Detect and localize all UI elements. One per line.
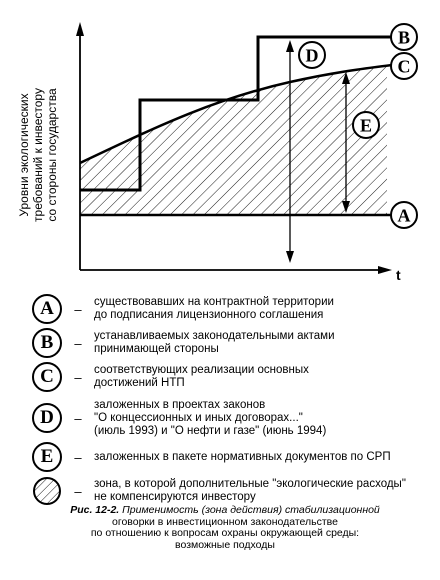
- legend-item-b: [32, 326, 414, 360]
- caption-line-4: возможные подходы: [175, 538, 275, 551]
- legend-text-line: достижений НТП: [94, 377, 185, 389]
- legend-dash: –: [74, 483, 82, 499]
- legend-text-line: "О концессионных и иных договорах...": [94, 411, 303, 424]
- arrow-d-head-top: [286, 40, 294, 52]
- legend-text-line: заложенных в пакете нормативных документов по СРП: [94, 450, 391, 463]
- legend-text-d: [94, 399, 414, 438]
- legend-text-zone: [94, 478, 414, 504]
- legend-dash: –: [74, 369, 82, 385]
- caption-line-1: [60, 505, 390, 517]
- legend-dash: –: [74, 301, 82, 317]
- marker-a: [391, 202, 417, 228]
- caption-line-3: по отношению к вопросам охраны окружающей среды:: [90, 527, 360, 539]
- legend-text-line: зона, в которой дополнительные "экологические расходы": [94, 478, 406, 490]
- legend-dash: –: [74, 335, 82, 351]
- legend-text-line: существовавших на контрактной территории: [94, 296, 334, 308]
- legend-text-line: устанавливаемых законодательными актами: [94, 330, 335, 342]
- legend-text-line: принимающей стороны: [94, 343, 219, 355]
- legend-item-d: [32, 398, 414, 438]
- marker-e: [353, 112, 379, 138]
- marker-c: [391, 53, 417, 79]
- caption-line-1-text: Применимость (зона действия) стабилизационной: [119, 504, 380, 516]
- marker-e-letter: E: [359, 115, 373, 136]
- legend-marker-d: D: [32, 403, 62, 433]
- x-axis-arrow: [378, 266, 392, 274]
- legend-marker-a: A: [32, 294, 62, 324]
- legend-item-e: [32, 440, 414, 474]
- legend-text-line: не компенсируются инвестору: [94, 491, 256, 503]
- arrow-d-head-bottom: [286, 251, 294, 263]
- y-axis-title: [17, 88, 59, 222]
- legend-marker-c: C: [32, 362, 62, 392]
- caption-prefix: Рис. 12-2.: [70, 504, 120, 516]
- legend-text-line: заложенных в проектах законов: [94, 398, 266, 411]
- y-title-line-2: требований к инвестору: [31, 88, 45, 222]
- legend-item-c: [32, 360, 414, 394]
- figure-caption: [60, 505, 390, 551]
- legend-text-line: соответствующих реализации основных: [94, 364, 309, 376]
- y-title-line-3: со стороны государства: [45, 88, 59, 222]
- caption-line-2: оговорки в инвестиционном законодательстве: [112, 515, 338, 528]
- legend-dash: –: [74, 410, 82, 426]
- legend-text-b: [94, 330, 414, 356]
- y-title-line-1: Уровни экологических: [17, 93, 31, 217]
- marker-b: [391, 24, 417, 50]
- marker-d: [299, 42, 325, 68]
- legend-text-a: [94, 296, 414, 322]
- legend-item-zone: [32, 474, 414, 508]
- legend-marker-b: B: [32, 328, 62, 358]
- legend-dash: –: [74, 449, 82, 465]
- legend-text-line: до подписания лицензионного соглашения: [94, 309, 324, 321]
- legend-text-c: [94, 364, 414, 390]
- legend-item-a: [32, 292, 414, 326]
- y-axis-arrow: [76, 22, 84, 36]
- marker-a-letter: A: [397, 205, 411, 226]
- legend-marker-e: E: [32, 442, 62, 472]
- marker-b-letter: B: [397, 27, 411, 48]
- marker-c-letter: C: [397, 56, 411, 77]
- x-axis-label: t: [396, 267, 401, 283]
- legend-text-line: (июль 1993) и "О нефти и газе" (июнь 1994): [94, 424, 327, 437]
- legend-hatch-swatch: [32, 476, 62, 506]
- legend-text-e: [94, 451, 414, 464]
- marker-d-letter: D: [305, 45, 319, 66]
